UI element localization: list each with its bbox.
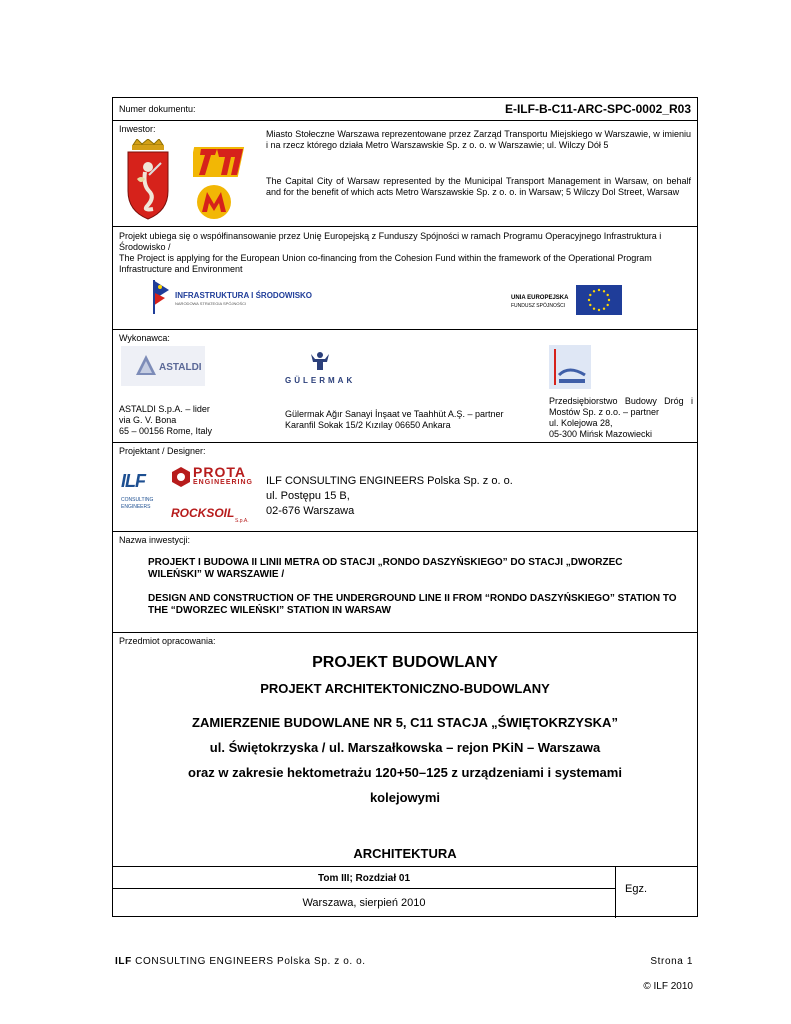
eu-flag-icon [576, 285, 622, 315]
prota-logo-text: PROTA [193, 464, 246, 480]
designer-address [266, 474, 566, 519]
astaldi-line: ASTALDI S.p.A. – lider [119, 404, 210, 414]
eu-cofinancing-row [113, 227, 697, 330]
ilf-logo-subtext: CONSULTING ENGINEERS [121, 497, 154, 510]
pbdim-line: 05-300 Mińsk Mazowiecki [549, 429, 653, 439]
title-block [112, 97, 698, 917]
volume-tom: Tom III; Rozdział 01 [317, 873, 411, 884]
astaldi-pyramid-icon [135, 354, 157, 376]
investor-label: Inwestor: [119, 124, 156, 134]
pbdim-address [549, 396, 693, 440]
designer-line: 02-676 Warszawa [266, 505, 355, 517]
infrastruktura-srodowisko-flag-icon [151, 280, 171, 314]
designer-row [113, 443, 697, 532]
astaldi-address [119, 404, 269, 437]
doc-number-label: Numer dokumentu: [119, 104, 196, 114]
subject-row [113, 633, 697, 866]
eu-text-en: The Project is applying for the European Union co-financing from the Cohesion Fund within the framework of the Operational Program Infrastructure and Environment [119, 253, 652, 274]
designer-line: ul. Postępu 15 B, [266, 490, 350, 502]
volume-block [113, 866, 697, 918]
subject-line-4: kolejowymi [369, 790, 441, 805]
subject-title: PROJEKT BUDOWLANY [312, 654, 498, 671]
rocksoil-logo-subtext: S.p.A. [235, 518, 249, 524]
ilf-logo-text: ILF [121, 471, 145, 491]
eu-text-pl: Projekt ubiega się o współfinansowanie przez Unię Europejską z Funduszy Spójności w ramach Programu Operacyjnego Infrastruktura i Środowisko / [119, 231, 662, 252]
metro-warszawskie-logo [196, 184, 232, 220]
gulermak-line: Gülermak Ağır Sanayi İnşaat ve Taahhüt A.Ş. – partner [285, 409, 504, 419]
astaldi-line: 65 – 00156 Rome, Italy [119, 426, 213, 436]
contractor-row [113, 330, 697, 443]
prota-logo-icon [171, 466, 191, 488]
subject-line-2: ul. Świętokrzyska / ul. Marszałkowska – rejon PKiN – Warszawa [209, 740, 601, 755]
gulermak-line: Karanfil Sokak 15/2 Kızılay 06650 Ankara [285, 420, 451, 430]
gulermak-logo-text: GÜLERMAK [285, 376, 356, 385]
eu-logo-text: UNIA EUROPEJSKA [511, 295, 569, 301]
prota-logo-subtext: ENGINEERING [193, 479, 254, 486]
astaldi-line: via G. V. Bona [119, 415, 177, 425]
infrastruktura-logo-subtext: NARODOWA STRATEGIA SPÓJNOŚCI [175, 301, 247, 306]
footer-company-rest: CONSULTING ENGINEERS Polska Sp. z o. o. [131, 956, 366, 967]
subject-line-1: ZAMIERZENIE BUDOWLANE NR 5, C11 STACJA „ŚWIĘTOKRZYSKA” [192, 715, 618, 730]
designer-label: Projektant / Designer: [119, 446, 206, 456]
subject-line-3: oraz w zakresie hektometrażu 120+50–125 z urządzeniami i systemami [188, 765, 622, 780]
subject-subtitle: PROJEKT ARCHITEKTONICZNO-BUDOWLANY [260, 681, 550, 696]
subject-label: Przedmiot opracowania: [119, 636, 216, 646]
investment-name-en: DESIGN AND CONSTRUCTION OF THE UNDERGROUND LINE II FROM “RONDO DASZYŃSKIEGO” STATION TO THE “DWORZEC WILEŃSKI” STATION IN WARSAW [148, 593, 677, 616]
footer-page-number: Strona 1 [650, 956, 693, 967]
infrastruktura-logo-text: INFRASTRUKTURA I ŚRODOWISKO [175, 291, 313, 300]
volume-place-date: Warszawa, sierpień 2010 [302, 897, 426, 909]
gulermak-figure-icon [309, 350, 331, 372]
footer-company-bold: ILF [115, 956, 132, 967]
astaldi-logo-text: ASTALDI [159, 362, 202, 373]
investor-text-en: The Capital City of Warsaw represented by the Municipal Transport Management in Warsaw, on behalf and for the benefit of which acts Metro Warszawskie Sp. z o. o. in Warsaw; 5 Wilczy Dol Street, Warsaw [266, 176, 691, 197]
contractor-label: Wykonawca: [119, 333, 170, 343]
egz-label: Egz. [625, 883, 648, 895]
footer-copyright: © ILF 2010 [643, 981, 693, 992]
investment-label: Nazwa inwestycji: [119, 535, 191, 545]
gulermak-address [285, 409, 535, 431]
doc-number-row [113, 98, 697, 121]
volume-tom-cell [113, 867, 616, 889]
pbdim-line: ul. Kolejowa 28, [549, 418, 613, 428]
ztm-logo [193, 143, 247, 179]
investor-text-pl: Miasto Stołeczne Warszawa reprezentowane przez Zarząd Transportu Miejskiego w Warszawie, w imieniu i na rzecz którego działa Metro Warszawskie Sp. z o. o. w Warszawie; ul. Wilczy Dół 5 [266, 129, 691, 150]
investment-name-pl: PROJEKT I BUDOWA II LINII METRA OD STACJI „RONDO DASZYŃSKIEGO” DO STACJI „DWORZEC WILEŃSKI” W WARSZAWIE / [148, 557, 623, 580]
eu-logo-subtext: FUNDUSZ SPÓJNOŚCI [511, 303, 566, 309]
rocksoil-logo-text: ROCKSOIL [171, 506, 235, 520]
investor-row [113, 121, 697, 227]
pbdim-line: Przedsiębiorstwo Budowy Dróg i Mostów Sp. z o.o. – partner [549, 396, 693, 417]
investment-row [113, 532, 697, 633]
astaldi-logo [121, 346, 205, 386]
doc-number-value: E-ILF-B-C11-ARC-SPC-0002_R03 [504, 102, 691, 116]
warsaw-coat-of-arms-logo [123, 139, 173, 221]
volume-date-cell [113, 889, 616, 918]
pbdim-logo [549, 345, 591, 389]
designer-line: ILF CONSULTING ENGINEERS Polska Sp. z o. o. [266, 475, 513, 487]
footer-company [115, 956, 366, 967]
discipline: ARCHITEKTURA [353, 846, 457, 861]
